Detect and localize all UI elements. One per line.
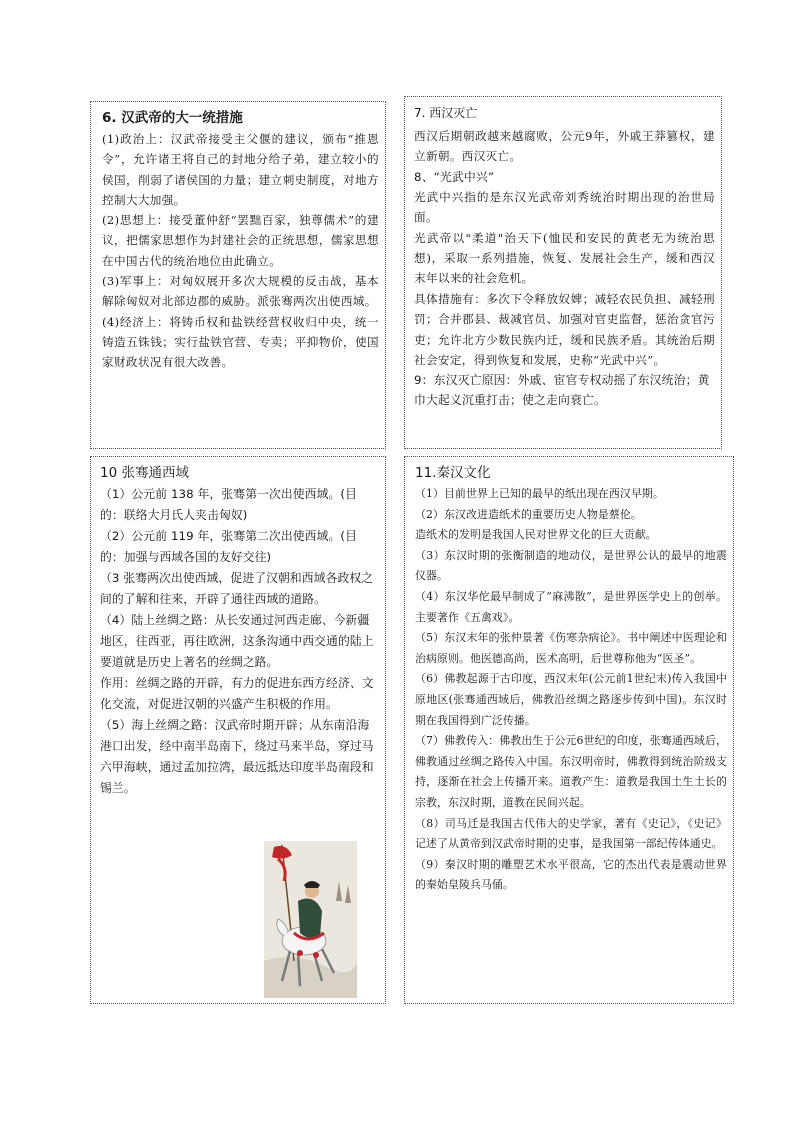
section-8-para-3: 具体措施有：多次下令释放奴婢；减轻农民负担、减轻刑罚；合并郡县、裁减官员、加强对官吏监督，惩治贪官污吏；允许北方少数民族内迁，缓和民族矛盾。其统治后期社会安定，得到恢复和发展，史称“光武中兴”。 (414, 291, 715, 368)
section-6-para-1: (1)政治上：汉武帝接受主父偃的建议，颁布“推恩令”，允许诸王将自己的封地分给子弟，建立较小的侯国，削弱了诸侯国的力量；建立刺史制度，对地方控制大大加强。 (102, 132, 379, 207)
section-11-para-5: （4）东汉华佗最早制成了“麻沸散”，是世界医学史上的创举。主要著作《五禽戏》。 (415, 589, 727, 624)
section-7-box (404, 96, 722, 449)
section-11-para-6: （5）东汉末年的张仲景著《伤寒杂病论》。书中阐述中医理论和治病原则。他医德高尚，医术高明，后世尊称他为“医圣”。 (415, 631, 727, 665)
section-9-para: 9：东汉灭亡原因：外戚、宦官专权动摇了东汉统治；黄巾大起义沉重打击；使之走向衰亡。 (414, 373, 710, 408)
section-6-para-4: (4)经济上：将铸币权和盐铁经营权收归中央，统一铸造五铢钱；实行盐铁官营、专卖；平抑物价，使国家财政状况有很大改善。 (102, 314, 379, 370)
section-8-para-1: 光武中兴指的是东汉光武帝刘秀统治时期出现的治世局面。 (414, 189, 715, 225)
section-8-para-2: 光武帝以"柔道"治天下(恤民和安民的黄老无为统治思想)，采取一系列措施，恢复、发展社会生产，缓和西汉末年以来的社会危机。 (414, 230, 715, 286)
horseman-painting (264, 841, 357, 998)
section-11-para-4: （3）东汉时期的张衡制造的地动仪，是世界公认的最早的地震仪器。 (415, 548, 727, 583)
section-10-para-1: （1）公元前 138 年，张骞第一次出使西域。(目的：联络大月氏人夹击匈奴) (100, 487, 357, 522)
section-7-para-1: 西汉后期朝政越来越腐败，公元9年，外戚王莽篡权，建立新朝。西汉灭亡。 (414, 129, 715, 164)
section-10-para-2: （2）公元前 119 年，张骞第二次出使西域。(目的：加强与西域各国的友好交往) (100, 529, 357, 564)
section-10-para-5: 作用：丝绸之路的开辟，有力的促进东西方经济、文化交流，对促进汉朝的兴盛产生积极的作用。 (100, 676, 374, 711)
section-11-para-9: （8）司马迁是我国古代伟大的史学家，著有《史记》，《史记》记述了从黄帝到汉武帝时期的史事，是我国第一部纪传体通史。 (415, 816, 727, 851)
section-10-para-4: （4）陆上丝绸之路：从长安通过河西走廊、今新疆地区，往西亚，再往欧洲，这条沟通中西交通的陆上要道就是历史上著名的丝绸之路。 (100, 613, 374, 669)
section-8-title: 8、“光武中兴” (414, 169, 495, 184)
section-11-para-1: （1）目前世界上已知的最早的纸出现在西汉早期。 (415, 487, 664, 500)
section-11-box (404, 456, 734, 1004)
section-10-para-3: （3 张骞两次出使西域，促进了汉朝和西域各政权之间的了解和往来，开辟了通往西域的道路。 (100, 571, 374, 606)
section-11-para-10: （9）秦汉时期的雕塑艺术水平很高，它的杰出代表是震动世界的秦始皇陵兵马俑。 (415, 857, 727, 892)
zhang-qian-illustration (264, 841, 357, 998)
section-10-para-6: （5）海上丝绸之路：汉武帝时期开辟；从东南沿海港口出发，经中南半岛南下，绕过马来半岛，穿过马六甲海峡，通过孟加拉湾，最远抵达印度半岛南段和锡兰。 (100, 718, 374, 795)
section-6-title: 6. 汉武帝的大一统措施 (102, 110, 243, 126)
section-7-title: 7. 西汉灭亡 (414, 106, 478, 120)
section-11-para-3: 造纸术的发明是我国人民对世界文化的巨大贡献。 (415, 528, 657, 542)
section-6-para-3: (3)军事上：对匈奴展开多次大规模的反击战，基本解除匈奴对北部边郡的威胁。派张骞两次出使西域。 (102, 274, 379, 309)
section-11-title: 11.秦汉文化 (415, 465, 491, 481)
section-6-box (90, 101, 386, 449)
section-11-para-7: （6）佛教起源于古印度，西汉末年(公元前1世纪末)传入我国中原地区(张骞通西域后，佛教沿丝绸之路逐步传到中国)。东汉时期在我国得到广泛传播。 (415, 672, 727, 727)
section-11-para-2: （2）东汉改进造纸术的重要历史人物是蔡伦。 (415, 507, 642, 521)
section-11-para-8: （7）佛教传入：佛教出生于公元6世纪的印度，张骞通西域后，佛教通过丝绸之路传入中国。东汉明帝时，佛教得到统治阶级支持，逐渐在社会上传播开来。道教产生：道教是我国土生土长的宗教，东汉时期，道教在民间兴起。 (415, 734, 727, 809)
section-10-title: 10 张骞通西域 (100, 465, 189, 481)
section-6-para-2: (2)思想上：接受董仲舒“罢黜百家，独尊儒术”的建议，把儒家思想作为封建社会的正统思想，儒家思想在中国古代的统治地位由此确立。 (102, 213, 379, 268)
